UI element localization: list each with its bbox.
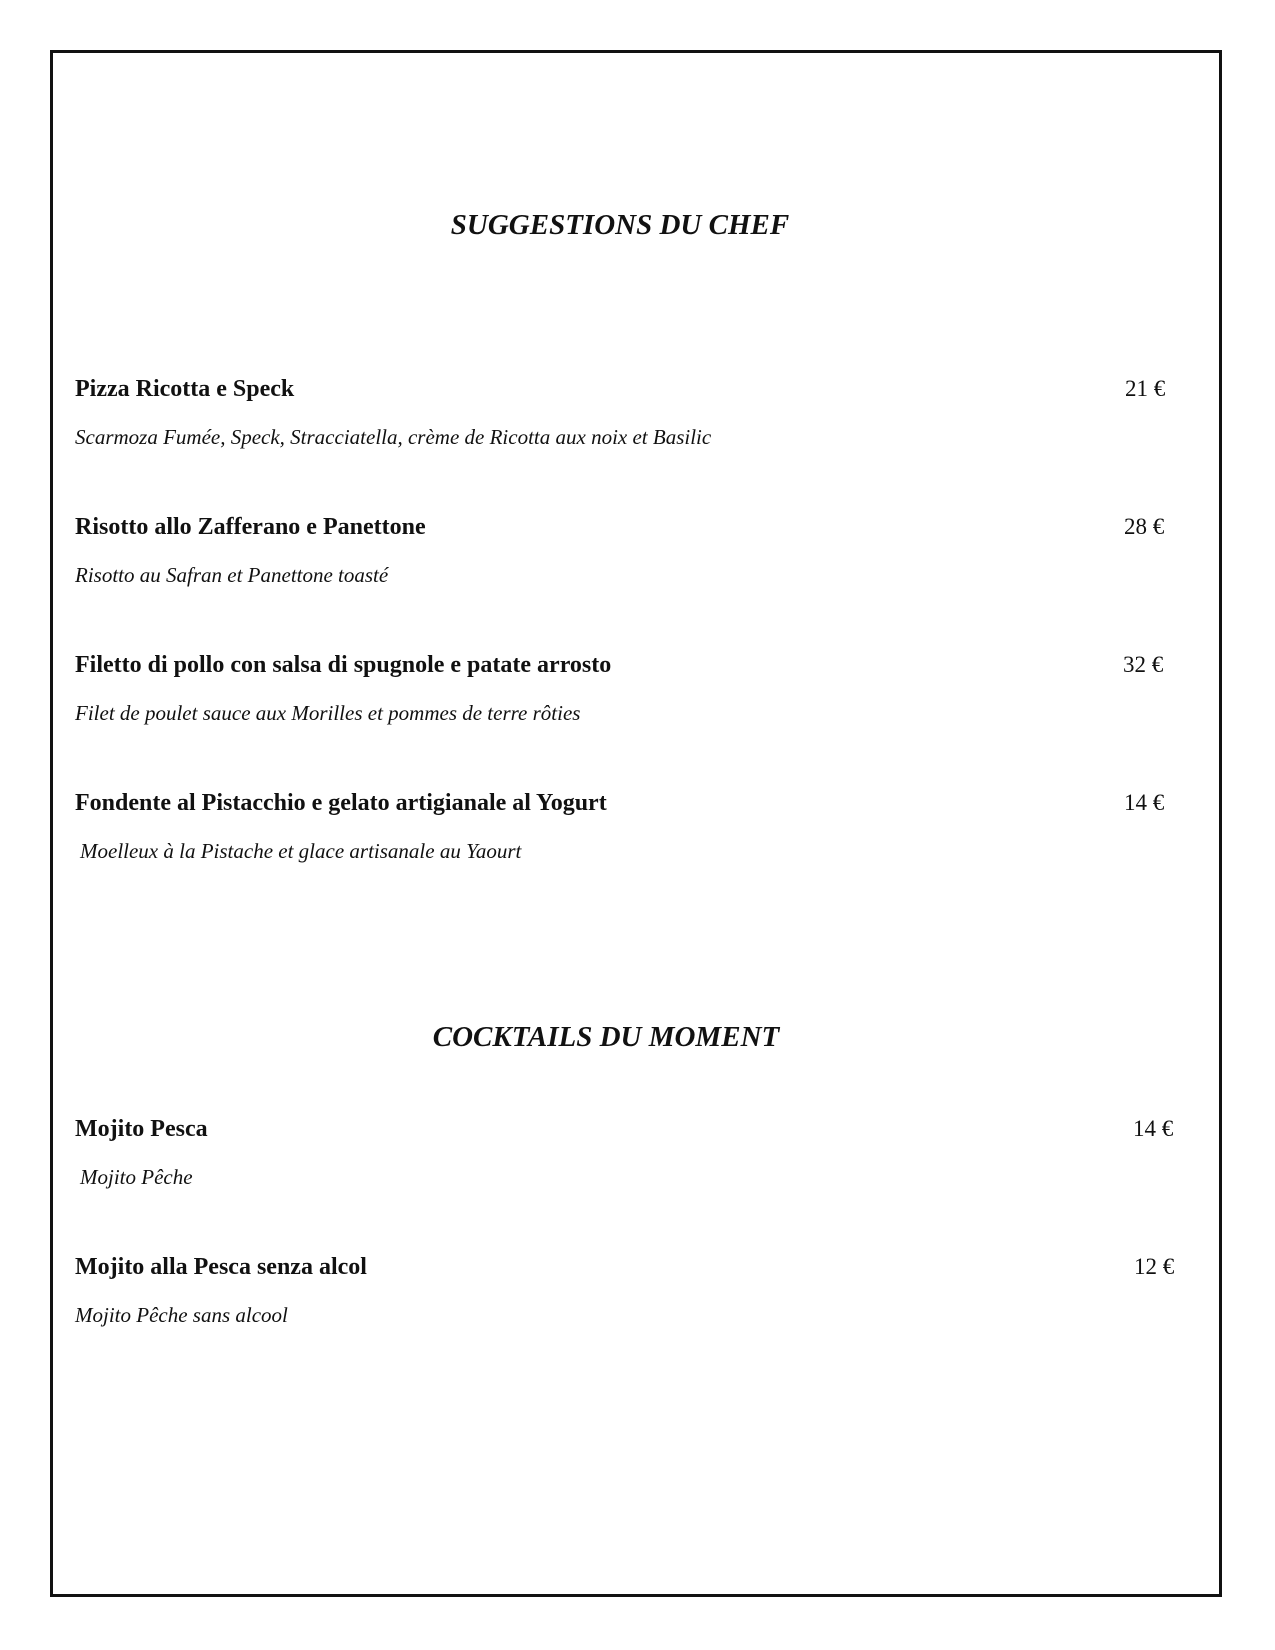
menu-item-name: Risotto allo Zafferano e Panettone <box>75 514 426 540</box>
menu-item-description: Mojito Pêche sans alcool <box>75 1303 288 1327</box>
menu-item-description: Filet de poulet sauce aux Morilles et pommes de terre rôties <box>75 701 581 725</box>
menu-item-price: 14 € <box>1133 1116 1174 1141</box>
section-title-chef-suggestions: SUGGESTIONS DU CHEF <box>450 209 790 241</box>
menu-item-name: Filetto di pollo con salsa di spugnole e patate arrosto <box>75 652 612 678</box>
menu-item-price: 28 € <box>1124 514 1165 539</box>
menu-item-name: Pizza Ricotta e Speck <box>75 376 295 402</box>
menu-item-name: Mojito alla Pesca senza alcol <box>75 1254 367 1280</box>
page-border <box>50 50 1222 1597</box>
menu-item-price: 14 € <box>1124 790 1165 815</box>
menu-item-name: Fondente al Pistacchio e gelato artigianale al Yogurt <box>75 790 607 816</box>
menu-item-description: Moelleux à la Pistache et glace artisanale au Yaourt <box>80 839 522 863</box>
menu-item-description: Scarmoza Fumée, Speck, Stracciatella, crème de Ricotta aux noix et Basilic <box>75 425 712 449</box>
menu-item-description: Risotto au Safran et Panettone toasté <box>75 563 389 587</box>
section-title-cocktails: COCKTAILS DU MOMENT <box>432 1021 780 1053</box>
menu-item-price: 32 € <box>1123 652 1164 677</box>
menu-item-price: 21 € <box>1125 376 1166 401</box>
menu-item-name: Mojito Pesca <box>75 1116 208 1142</box>
menu-item-description: Mojito Pêche <box>80 1165 193 1189</box>
menu-item-price: 12 € <box>1134 1254 1175 1279</box>
